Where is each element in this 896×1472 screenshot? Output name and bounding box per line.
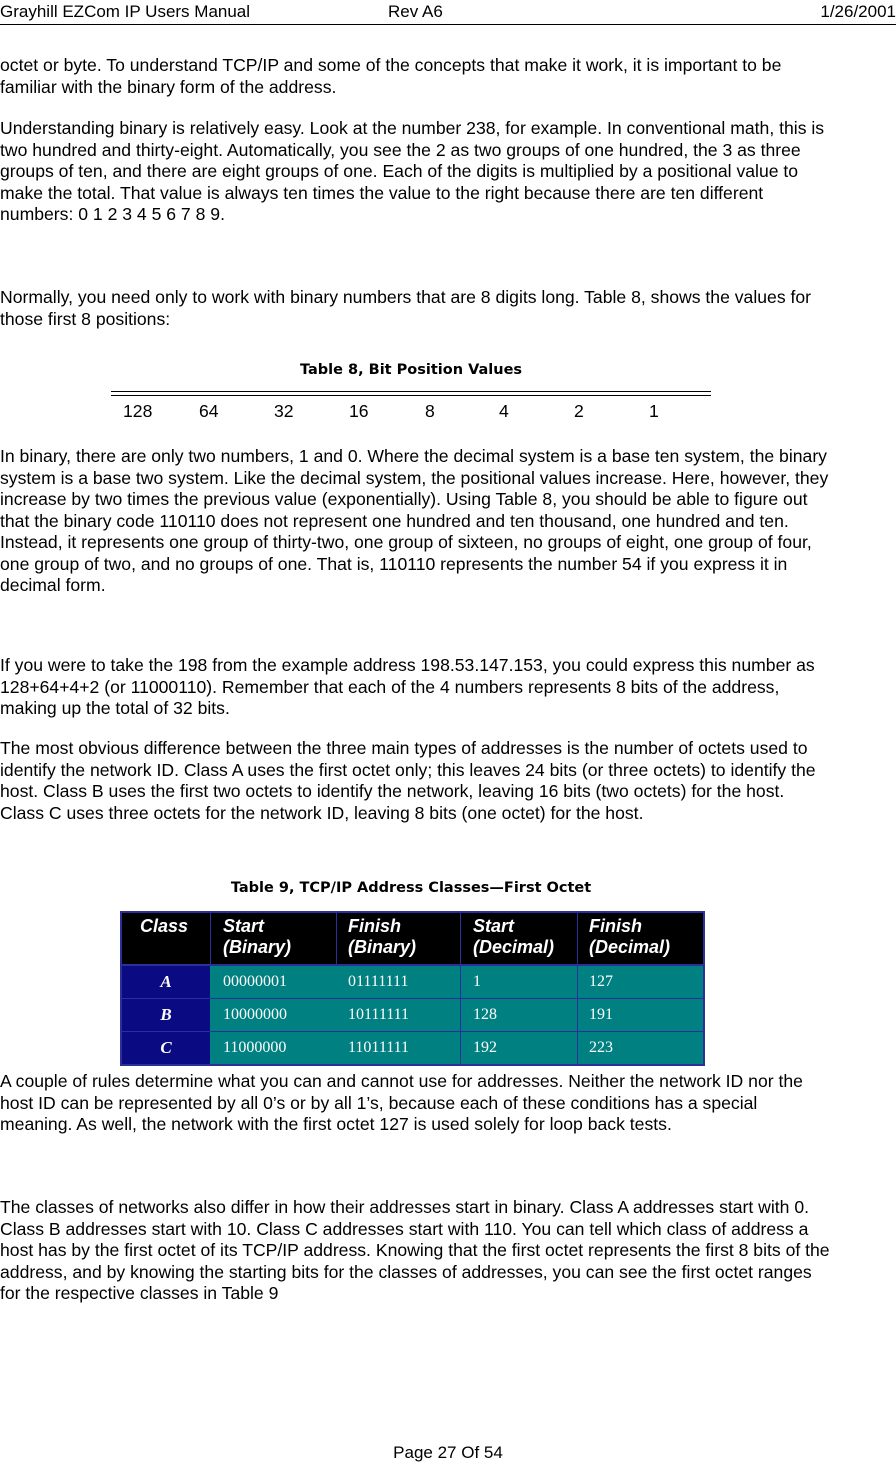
- table8-values-row: [111, 401, 711, 423]
- table8-cell: 8: [425, 401, 435, 421]
- table9-start-decimal: 128: [473, 1006, 497, 1023]
- table8-cell: 16: [349, 401, 369, 421]
- paragraph-2: Understanding binary is relatively easy. Look at the number 238, for example. In conventional math, this is two hundred and thirty-eight. Automatically, you see the 2 as two groups of one hundred, the 3 as three groups of ten, and there are eight groups of one. Each of the digits is multiplied by a positional value to make the total. That value is always ten times the value to the right because there are ten different numbers: 0 1 2 3 4 5 6 7 8 9.: [0, 118, 825, 224]
- table9-col-divider: [460, 966, 461, 998]
- table8-caption: Table 8, Bit Position Values: [299, 362, 523, 378]
- table9-caption: Table 9, TCP/IP Address Classes—First Octet: [230, 880, 592, 896]
- table9-col-divider: [577, 913, 578, 964]
- table8-cell: 64: [199, 401, 219, 421]
- table9-class-cell: B: [122, 999, 210, 1031]
- table9-col-divider: [210, 913, 211, 964]
- page-number: Page 27 Of 54: [393, 1443, 503, 1462]
- table8-cell: 32: [274, 401, 294, 421]
- table9-col-divider: [460, 1032, 461, 1064]
- table9-start-decimal: 192: [473, 1039, 497, 1056]
- paragraph-6: The most obvious difference between the three main types of addresses is the number of octets used to identify the network ID. Class A uses the first octet only; this leaves 24 bits (or three octets) to identify the host. Class B uses the first two octets to identify the network, leaving 16 bits (two octets) for the host. Class C uses three octets for the network ID, leaving 8 bits (one octet) for the host.: [0, 738, 816, 823]
- table9-class-cell: A: [122, 966, 210, 998]
- table8-cell: 4: [499, 401, 509, 421]
- table9-start-binary: 10000000: [223, 1006, 287, 1023]
- table9-row-b: [122, 998, 703, 1031]
- table9: [120, 911, 705, 1066]
- table9-header-row: [122, 913, 703, 965]
- table9-class-cell: C: [122, 1032, 210, 1064]
- table9-header-start-binary: Start (Binary): [223, 916, 292, 957]
- header-date: 1/26/2001: [820, 2, 896, 21]
- table9-start-binary: 11000000: [223, 1039, 287, 1056]
- paragraph-3: Normally, you need only to work with binary numbers that are 8 digits long. Table 8, shows the values for those first 8 positions:: [0, 287, 812, 329]
- table9-start-binary: 00000001: [223, 973, 287, 990]
- table9-finish-binary: 11011111: [348, 1039, 410, 1056]
- table9-col-divider: [460, 913, 461, 964]
- table9-row-a: [122, 965, 703, 998]
- table9-col-divider: [577, 966, 578, 998]
- table9-finish-binary: 01111111: [348, 973, 409, 990]
- table9-col-divider: [577, 999, 578, 1031]
- table9-col-divider: [577, 1032, 578, 1064]
- table9-col-divider: [336, 913, 337, 964]
- table9-col-divider: [460, 999, 461, 1031]
- table8-top-rule-2: [111, 395, 711, 396]
- paragraph-8: The classes of networks also differ in how their addresses start in binary. Class A addresses start with 0. Class B addresses start with 10. Class C addresses start with 110. You can tell which class of address a host has by the first octet of its TCP/IP address. Knowing that the first octet represents the first 8 bits of the address, and by knowing the starting bits for the classes of addresses, you can see the first octet ranges for the respective classes in Table 9: [0, 1197, 830, 1303]
- paragraph-1: octet or byte. To understand TCP/IP and some of the concepts that make it work, it is important to be familiar with the binary form of the address.: [0, 55, 782, 97]
- table9-row-c: [122, 1031, 703, 1064]
- header-revision: Rev A6: [388, 2, 443, 21]
- table8-cell: 2: [574, 401, 584, 421]
- header-rule: [0, 24, 896, 25]
- table8-top-rule: [111, 391, 711, 392]
- table9-finish-decimal: 127: [589, 973, 613, 990]
- table9-header-start-decimal: Start (Decimal): [473, 916, 555, 957]
- paragraph-4: In binary, there are only two numbers, 1 and 0. Where the decimal system is a base ten system, the binary system is a base two system. Like the decimal system, the positional values increase. Here, however, they increase by two times the previous value (exponentially). Using Table 8, you should be able to figure out that the binary code 110110 does not represent one hundred and ten thousand, one hundred and ten. Instead, it represents one group of thirty-two, one group of sixteen, no groups of eight, one group of four, one group of two, and no groups of one. That is, 110110 represents the number 54 if you express it in decimal form.: [0, 446, 829, 595]
- table9-start-decimal: 1: [473, 973, 481, 990]
- table8-cell: 1: [649, 401, 659, 421]
- paragraph-5: If you were to take the 198 from the example address 198.53.147.153, you could express this number as 128+64+4+2 (or 11000110). Remember that each of the 4 numbers represents 8 bits of the address, making up the total of 32 bits.: [0, 655, 815, 718]
- table9-finish-decimal: 191: [589, 1006, 613, 1023]
- header-manual-title: Grayhill EZCom IP Users Manual: [0, 2, 251, 21]
- table9-finish-binary: 10111111: [348, 1006, 410, 1023]
- paragraph-7: A couple of rules determine what you can and cannot use for addresses. Neither the network ID nor the host ID can be represented by all 0’s or by all 1’s, because each of these conditions has a special meaning. As well, the network with the first octet 127 is used solely for loop back tests.: [0, 1071, 803, 1134]
- table9-header-finish-binary: Finish (Binary): [348, 916, 417, 957]
- table9-header-finish-decimal: Finish (Decimal): [589, 916, 671, 957]
- page-header: [0, 0, 896, 26]
- table8-cell: 128: [123, 401, 153, 421]
- table9-finish-decimal: 223: [589, 1039, 613, 1056]
- table9-header-class: Class: [140, 916, 189, 936]
